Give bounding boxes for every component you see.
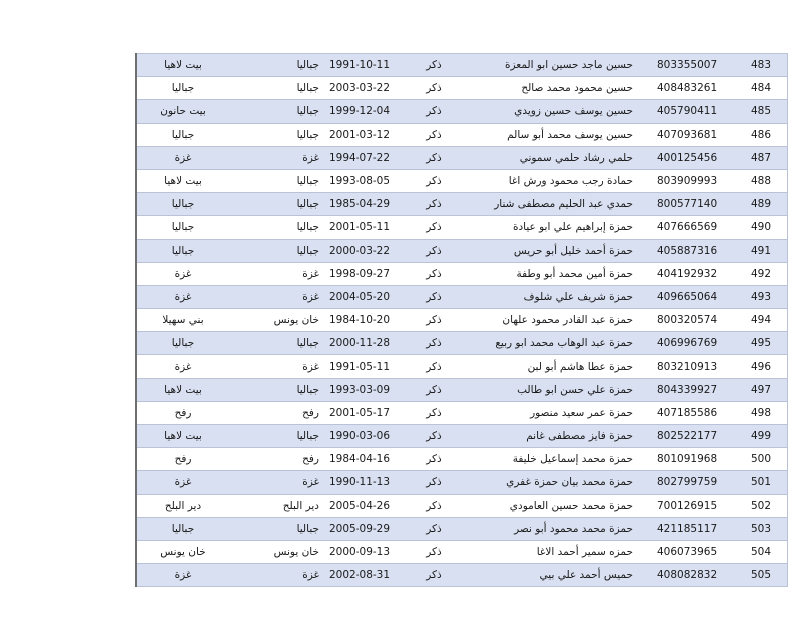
city-cell: غزة <box>229 355 323 378</box>
birth-date-cell: 2002-08-31 <box>323 564 405 587</box>
full-name-cell: حمزة عمر سعيد منصور <box>463 401 641 424</box>
birth-date-cell: 2005-09-29 <box>323 517 405 540</box>
id-number-cell: 800577140 <box>641 193 749 216</box>
city-cell: غزة <box>229 262 323 285</box>
full-name-cell: حسين يوسف حسين زويدي <box>463 100 641 123</box>
birth-date-cell: 2001-05-17 <box>323 401 405 424</box>
full-name-cell: حمزة عبد الوهاب محمد ابو ربيع <box>463 332 641 355</box>
full-name-cell: حسين يوسف محمد أبو سالم <box>463 123 641 146</box>
city-cell: جباليا <box>229 77 323 100</box>
city-cell: خان يونس <box>229 309 323 332</box>
village-cell: غزة <box>136 355 229 378</box>
id-number-cell: 405790411 <box>641 100 749 123</box>
birth-date-cell: 2004-05-20 <box>323 285 405 308</box>
gender-cell: ذكر <box>405 471 463 494</box>
birth-date-cell: 1993-03-09 <box>323 378 405 401</box>
row-number-cell: 487 <box>749 146 788 169</box>
row-number-cell: 488 <box>749 169 788 192</box>
birth-date-cell: 1985-04-29 <box>323 193 405 216</box>
table-row <box>136 262 788 285</box>
city-cell: جباليا <box>229 54 323 77</box>
table-row <box>136 471 788 494</box>
village-cell: جباليا <box>136 77 229 100</box>
village-cell: جباليا <box>136 193 229 216</box>
full-name-cell: حميس أحمد علي بيي <box>463 564 641 587</box>
table-row <box>136 193 788 216</box>
table-row <box>136 401 788 424</box>
id-number-cell: 421185117 <box>641 517 749 540</box>
id-number-cell: 802522177 <box>641 425 749 448</box>
gender-cell: ذكر <box>405 193 463 216</box>
birth-date-cell: 1984-04-16 <box>323 448 405 471</box>
table-row <box>136 332 788 355</box>
birth-date-cell: 1991-10-11 <box>323 54 405 77</box>
birth-date-cell: 1991-05-11 <box>323 355 405 378</box>
id-number-cell: 404192932 <box>641 262 749 285</box>
gender-cell: ذكر <box>405 54 463 77</box>
table-row <box>136 309 788 332</box>
id-number-cell: 802799759 <box>641 471 749 494</box>
id-number-cell: 803210913 <box>641 355 749 378</box>
row-number-cell: 498 <box>749 401 788 424</box>
birth-date-cell: 1998-09-27 <box>323 262 405 285</box>
full-name-cell: حمزة عبد القادر محمود علهان <box>463 309 641 332</box>
village-cell: جباليا <box>136 123 229 146</box>
table-row <box>136 494 788 517</box>
village-cell: بني سهيلا <box>136 309 229 332</box>
city-cell: غزة <box>229 285 323 308</box>
table-row <box>136 425 788 448</box>
table-row <box>136 564 788 587</box>
birth-date-cell: 1999-12-04 <box>323 100 405 123</box>
full-name-cell: حمزة علي حسن ابو طالب <box>463 378 641 401</box>
birth-date-cell: 2003-03-22 <box>323 77 405 100</box>
row-number-cell: 503 <box>749 517 788 540</box>
gender-cell: ذكر <box>405 77 463 100</box>
row-number-cell: 486 <box>749 123 788 146</box>
village-cell: جباليا <box>136 239 229 262</box>
city-cell: جباليا <box>229 216 323 239</box>
village-cell: جباليا <box>136 216 229 239</box>
row-number-cell: 499 <box>749 425 788 448</box>
birth-date-cell: 2000-09-13 <box>323 540 405 563</box>
village-cell: جباليا <box>136 332 229 355</box>
gender-cell: ذكر <box>405 355 463 378</box>
row-number-cell: 502 <box>749 494 788 517</box>
table-row <box>136 169 788 192</box>
village-cell: بيت لاهيا <box>136 54 229 77</box>
id-number-cell: 409665064 <box>641 285 749 308</box>
city-cell: جباليا <box>229 332 323 355</box>
full-name-cell: حمزة فايز مصطفى غانم <box>463 425 641 448</box>
birth-date-cell: 1994-07-22 <box>323 146 405 169</box>
full-name-cell: حسين محمود محمد صالح <box>463 77 641 100</box>
records-table-body <box>136 54 788 587</box>
city-cell: رفح <box>229 448 323 471</box>
gender-cell: ذكر <box>405 540 463 563</box>
row-number-cell: 501 <box>749 471 788 494</box>
id-number-cell: 406073965 <box>641 540 749 563</box>
village-cell: بيت لاهيا <box>136 378 229 401</box>
birth-date-cell: 1990-03-06 <box>323 425 405 448</box>
city-cell: دير البلح <box>229 494 323 517</box>
id-number-cell: 400125456 <box>641 146 749 169</box>
city-cell: خان يونس <box>229 540 323 563</box>
row-number-cell: 500 <box>749 448 788 471</box>
gender-cell: ذكر <box>405 332 463 355</box>
birth-date-cell: 2005-04-26 <box>323 494 405 517</box>
gender-cell: ذكر <box>405 285 463 308</box>
row-number-cell: 490 <box>749 216 788 239</box>
full-name-cell: حلمي رشاد حلمي سموني <box>463 146 641 169</box>
birth-date-cell: 2001-05-11 <box>323 216 405 239</box>
full-name-cell: حمزة أمين محمد أبو وطفة <box>463 262 641 285</box>
birth-date-cell: 1984-10-20 <box>323 309 405 332</box>
birth-date-cell: 1993-08-05 <box>323 169 405 192</box>
full-name-cell: حمزة إبراهيم علي ابو عيادة <box>463 216 641 239</box>
gender-cell: ذكر <box>405 123 463 146</box>
village-cell: خان يونس <box>136 540 229 563</box>
full-name-cell: حمزة محمد إسماعيل خليفة <box>463 448 641 471</box>
full-name-cell: حمزه سمير أحمد الاغا <box>463 540 641 563</box>
table-row <box>136 239 788 262</box>
city-cell: غزة <box>229 146 323 169</box>
row-number-cell: 489 <box>749 193 788 216</box>
gender-cell: ذكر <box>405 216 463 239</box>
row-number-cell: 504 <box>749 540 788 563</box>
id-number-cell: 700126915 <box>641 494 749 517</box>
gender-cell: ذكر <box>405 169 463 192</box>
row-number-cell: 505 <box>749 564 788 587</box>
table-row <box>136 100 788 123</box>
gender-cell: ذكر <box>405 100 463 123</box>
records-table <box>135 53 788 587</box>
full-name-cell: حمزة عطا هاشم أبو لبن <box>463 355 641 378</box>
table-row <box>136 517 788 540</box>
table-row <box>136 146 788 169</box>
row-number-cell: 494 <box>749 309 788 332</box>
row-number-cell: 492 <box>749 262 788 285</box>
village-cell: دير البلح <box>136 494 229 517</box>
city-cell: رفح <box>229 401 323 424</box>
row-number-cell: 491 <box>749 239 788 262</box>
table-row <box>136 54 788 77</box>
id-number-cell: 801091968 <box>641 448 749 471</box>
table-row <box>136 448 788 471</box>
id-number-cell: 803355007 <box>641 54 749 77</box>
id-number-cell: 405887316 <box>641 239 749 262</box>
city-cell: غزة <box>229 471 323 494</box>
city-cell: جباليا <box>229 100 323 123</box>
birth-date-cell: 1990-11-13 <box>323 471 405 494</box>
row-number-cell: 497 <box>749 378 788 401</box>
id-number-cell: 407093681 <box>641 123 749 146</box>
full-name-cell: حمزة محمد بيان حمزة غفري <box>463 471 641 494</box>
id-number-cell: 803909993 <box>641 169 749 192</box>
table-row <box>136 378 788 401</box>
row-number-cell: 483 <box>749 54 788 77</box>
gender-cell: ذكر <box>405 309 463 332</box>
city-cell: غزة <box>229 564 323 587</box>
gender-cell: ذكر <box>405 517 463 540</box>
city-cell: جباليا <box>229 193 323 216</box>
full-name-cell: حمادة رجب محمود ورش اغا <box>463 169 641 192</box>
full-name-cell: حسين ماجد حسين ابو المعزة <box>463 54 641 77</box>
table-row <box>136 285 788 308</box>
full-name-cell: حمزة محمد حسين العامودي <box>463 494 641 517</box>
gender-cell: ذكر <box>405 262 463 285</box>
village-cell: غزة <box>136 262 229 285</box>
city-cell: جباليا <box>229 123 323 146</box>
row-number-cell: 493 <box>749 285 788 308</box>
id-number-cell: 800320574 <box>641 309 749 332</box>
city-cell: جباليا <box>229 425 323 448</box>
id-number-cell: 407666569 <box>641 216 749 239</box>
gender-cell: ذكر <box>405 564 463 587</box>
village-cell: بيت لاهيا <box>136 425 229 448</box>
gender-cell: ذكر <box>405 494 463 517</box>
city-cell: جباليا <box>229 169 323 192</box>
village-cell: غزة <box>136 564 229 587</box>
village-cell: غزة <box>136 146 229 169</box>
row-number-cell: 496 <box>749 355 788 378</box>
birth-date-cell: 2001-03-12 <box>323 123 405 146</box>
table-row <box>136 540 788 563</box>
id-number-cell: 407185586 <box>641 401 749 424</box>
village-cell: بيت حانون <box>136 100 229 123</box>
id-number-cell: 804339927 <box>641 378 749 401</box>
gender-cell: ذكر <box>405 448 463 471</box>
full-name-cell: حمدي عبد الحليم مصطفى شنار <box>463 193 641 216</box>
gender-cell: ذكر <box>405 239 463 262</box>
gender-cell: ذكر <box>405 425 463 448</box>
village-cell: رفح <box>136 401 229 424</box>
table-row <box>136 123 788 146</box>
city-cell: جباليا <box>229 517 323 540</box>
city-cell: جباليا <box>229 378 323 401</box>
village-cell: جباليا <box>136 517 229 540</box>
id-number-cell: 408082832 <box>641 564 749 587</box>
gender-cell: ذكر <box>405 401 463 424</box>
row-number-cell: 484 <box>749 77 788 100</box>
table-row <box>136 77 788 100</box>
full-name-cell: حمزة محمد محمود أبو نصر <box>463 517 641 540</box>
table-row <box>136 216 788 239</box>
village-cell: غزة <box>136 285 229 308</box>
gender-cell: ذكر <box>405 146 463 169</box>
birth-date-cell: 2000-03-22 <box>323 239 405 262</box>
full-name-cell: حمزة أحمد خليل أبو حريس <box>463 239 641 262</box>
table-row <box>136 355 788 378</box>
row-number-cell: 495 <box>749 332 788 355</box>
id-number-cell: 408483261 <box>641 77 749 100</box>
city-cell: جباليا <box>229 239 323 262</box>
birth-date-cell: 2000-11-28 <box>323 332 405 355</box>
village-cell: بيت لاهيا <box>136 169 229 192</box>
full-name-cell: حمزة شريف علي شلوف <box>463 285 641 308</box>
village-cell: غزة <box>136 471 229 494</box>
village-cell: رفح <box>136 448 229 471</box>
gender-cell: ذكر <box>405 378 463 401</box>
id-number-cell: 406996769 <box>641 332 749 355</box>
row-number-cell: 485 <box>749 100 788 123</box>
